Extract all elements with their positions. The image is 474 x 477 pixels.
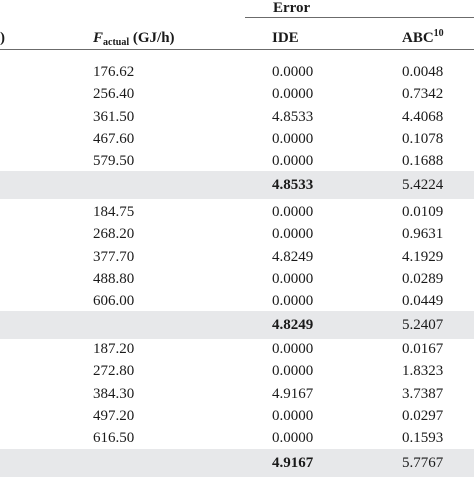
error-group-rule <box>245 17 474 18</box>
total-abc-cell: 5.7767 <box>402 455 444 471</box>
f-actual-cell: 176.62 <box>93 64 135 80</box>
abc-cell: 0.0109 <box>402 204 444 220</box>
error-group-header: Error <box>273 0 311 16</box>
f-actual-cell: 497.20 <box>93 407 135 424</box>
total-ide-cell: 4.8533 <box>272 177 314 193</box>
ide-cell: 0.0000 <box>272 407 314 424</box>
f-actual-cell: 384.30 <box>93 385 135 402</box>
ide-cell: 0.0000 <box>272 153 314 170</box>
f-actual-cell: 579.50 <box>93 153 135 170</box>
abc-cell: 3.7387 <box>402 385 444 402</box>
ide-cell: 0.0000 <box>272 204 314 220</box>
abc-cell: 0.1078 <box>402 130 444 147</box>
abc-cell: 0.0449 <box>402 293 444 310</box>
total-abc-cell: 5.4224 <box>402 177 444 193</box>
ide-cell: 0.0000 <box>272 226 314 243</box>
abc-cell: 0.9631 <box>402 226 444 243</box>
abc-header <box>402 29 444 47</box>
f-actual-cell: 361.50 <box>93 108 135 125</box>
f-actual-cell: 272.80 <box>93 363 135 380</box>
ide-cell: 4.9167 <box>272 385 314 402</box>
abc-cell: 4.1929 <box>402 248 444 265</box>
ide-cell: 0.0000 <box>272 341 314 357</box>
abc-cell: 0.7342 <box>402 86 444 103</box>
f-actual-cell: 184.75 <box>93 204 135 220</box>
total-ide-cell: 4.8249 <box>272 317 314 333</box>
f-unit: (GJ/h) <box>132 30 175 46</box>
f-actual-cell: 268.20 <box>93 226 135 243</box>
abc-reference: 10 <box>433 28 444 39</box>
ide-header: IDE <box>272 30 299 46</box>
f-actual-cell: 187.20 <box>93 341 135 357</box>
f-actual-header <box>93 29 175 47</box>
ide-cell: 4.8249 <box>272 248 314 265</box>
abc-cell: 0.0048 <box>402 64 444 80</box>
ide-cell: 0.0000 <box>272 270 314 287</box>
abc-cell: 1.8323 <box>402 363 444 380</box>
header-bottom-rule <box>0 49 474 50</box>
first-column-header-fragment: ) <box>0 30 5 46</box>
ide-cell: 0.0000 <box>272 130 314 147</box>
ide-cell: 0.0000 <box>272 86 314 103</box>
f-subscript: actual <box>103 37 130 48</box>
ide-cell: 0.0000 <box>272 64 314 80</box>
ide-cell: 0.0000 <box>272 430 314 447</box>
f-actual-cell: 616.50 <box>93 430 135 447</box>
abc-cell: 0.1688 <box>402 153 444 170</box>
f-actual-cell: 467.60 <box>93 130 135 147</box>
abc-cell: 0.0289 <box>402 270 444 287</box>
f-actual-cell: 377.70 <box>93 248 135 265</box>
f-actual-cell: 606.00 <box>93 293 135 310</box>
ide-cell: 4.8533 <box>272 108 314 125</box>
f-symbol: F <box>93 30 104 46</box>
total-abc-cell: 5.2407 <box>402 317 444 333</box>
abc-cell: 0.0167 <box>402 341 444 357</box>
abc-cell: 0.0297 <box>402 407 444 424</box>
total-ide-cell: 4.9167 <box>272 455 314 471</box>
abc-cell: 0.1593 <box>402 430 444 447</box>
ide-cell: 0.0000 <box>272 363 314 380</box>
f-actual-cell: 488.80 <box>93 270 135 287</box>
f-actual-cell: 256.40 <box>93 86 135 103</box>
abc-label: ABC <box>402 30 434 46</box>
ide-cell: 0.0000 <box>272 293 314 310</box>
abc-cell: 4.4068 <box>402 108 444 125</box>
